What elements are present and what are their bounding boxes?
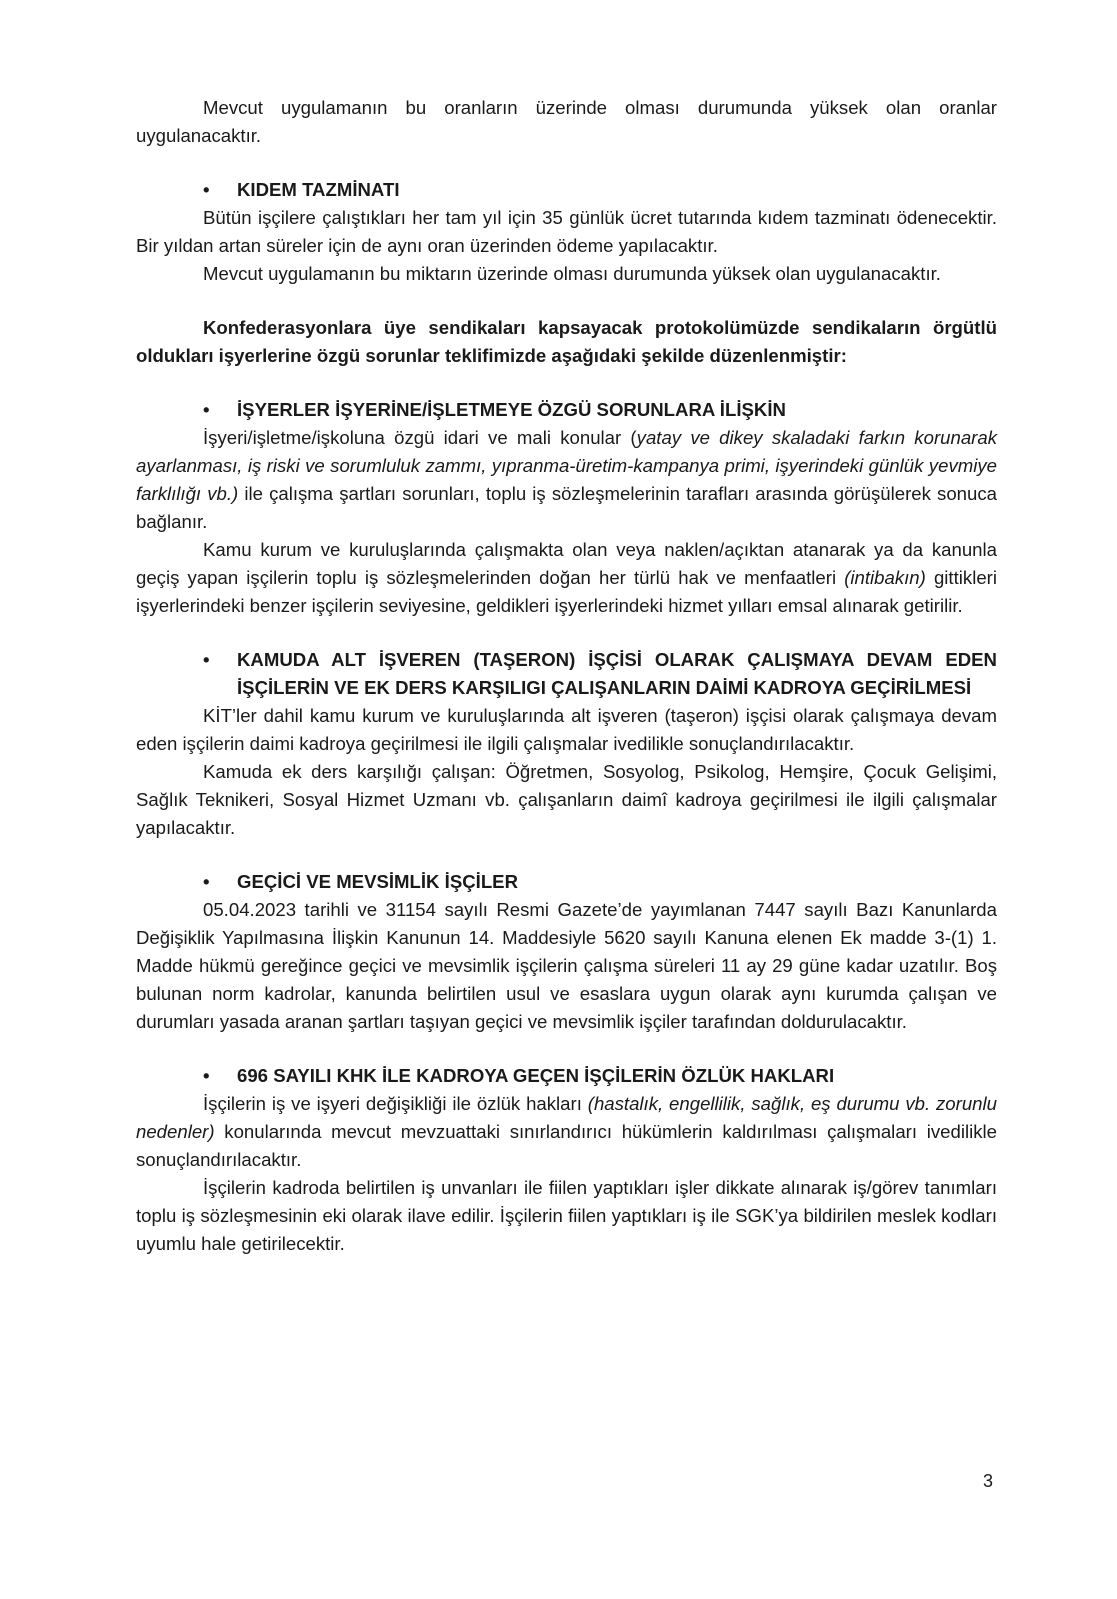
kidem-paragraph-2: Mevcut uygulamanın bu miktarın üzerinde olması durumunda yüksek olan uygulanacaktır. — [203, 263, 941, 284]
section-heading-khk — [203, 1062, 997, 1090]
bullet-icon: • — [203, 649, 210, 670]
section-heading-kidem — [203, 176, 997, 204]
text-segment: ile çalışma şartları sorunları, toplu iş sözleşmelerinin tarafları arasında görüşülerek sonuca bağlanır. — [136, 483, 997, 532]
italic-segment: (intibakın) — [844, 567, 926, 588]
bullet-icon: • — [203, 399, 210, 420]
heading-text: KAMUDA ALT İŞVEREN (TAŞERON) İŞÇİSİ OLARAK ÇALIŞMAYA DEVAM EDEN İŞÇİLERİN VE EK DERS KARŞILIGI ÇALIŞANLARIN DAİMİ KADROYA GEÇİRİLMESİ — [237, 649, 997, 698]
khk-paragraph-2: İşçilerin kadroda belirtilen iş unvanları ile fiilen yaptıkları işler dikkate alınarak iş/görev tanımları toplu iş sözleşmesinin eki olarak ilave edilir. İşçilerin fiilen yaptıkları iş ile SGK’ya bildirilen meslek kodları uyumlu hale getirilecektir. — [136, 1177, 997, 1254]
intro-paragraph: Mevcut uygulamanın bu oranların üzerinde olması durumunda yüksek olan oranlar uygulanacaktır. — [136, 97, 997, 146]
text-segment: İşyeri/işletme/işkoluna özgü idari ve mali konular ( — [203, 427, 637, 448]
page-number: 3 — [983, 1471, 994, 1491]
konfederasyon-paragraph: Konfederasyonlara üye sendikaları kapsayacak protokolümüzde sendikaların örgütlü oldukları işyerlerine özgü sorunlar teklifimizde aşağıdaki şekilde düzenlenmiştir: — [136, 317, 997, 366]
heading-text: 696 SAYILI KHK İLE KADROYA GEÇEN İŞÇİLERİN ÖZLÜK HAKLARI — [237, 1065, 835, 1086]
kidem-paragraph-1: Bütün işçilere çalıştıkları her tam yıl için 35 günlük ücret tutarında kıdem tazminatı ödenecektir. Bir yıldan artan süreler için de aynı oran üzerinden ödeme yapılacaktır. — [136, 207, 997, 256]
taseron-paragraph-1: KİT’ler dahil kamu kurum ve kuruluşlarında alt işveren (taşeron) işçisi olarak çalışmaya devam eden işçilerin daimi kadroya geçirilmesi ile ilgili çalışmalar ivedilikle sonuçlandırılacaktır. — [136, 705, 997, 754]
heading-text: GEÇİCİ VE MEVSİMLİK İŞÇİLER — [237, 871, 519, 892]
isyerleri-paragraph-1 — [136, 424, 997, 536]
section-heading-taseron — [203, 646, 997, 702]
italic-segment: yatay ve dikey skaladaki farkın korunarak ayarlanması, iş riski ve sorumluluk zammı, yıpranma-üretim-kampanya primi, işyerindeki günlük yevmiye farklılığı vb.) — [136, 427, 997, 504]
text-segment: konularında mevcut mevzuattaki sınırlandırıcı hükümlerin kaldırılması çalışmaları ivedilikle sonuçlandırılacaktır. — [136, 1121, 997, 1170]
text-segment: Kamu kurum ve kuruluşlarında çalışmakta olan veya naklen/açıktan atanarak ya da kanunla geçiş yapan işçilerin toplu iş sözleşmelerinden doğan her türlü hak ve menfaatleri — [136, 539, 997, 588]
section-heading-gecici — [203, 868, 997, 896]
bullet-icon: • — [203, 179, 210, 200]
text-segment: gittikleri işyerlerindeki benzer işçilerin seviyesine, geldikleri işyerlerindeki hizmet yılları emsal alınarak getirilir. — [136, 567, 997, 616]
bullet-icon: • — [203, 1065, 210, 1086]
document-page — [136, 94, 997, 1258]
text-segment: İşçilerin iş ve işyeri değişikliği ile özlük hakları — [203, 1093, 588, 1114]
khk-paragraph-1 — [136, 1090, 997, 1174]
italic-segment: (hastalık, engellilik, sağlık, eş durumu vb. zorunlu nedenler) — [136, 1093, 997, 1142]
taseron-paragraph-2: Kamuda ek ders karşılığı çalışan: Öğretmen, Sosyolog, Psikolog, Hemşire, Çocuk Gelişimi, Sağlık Teknikeri, Sosyal Hizmet Uzmanı vb. çalışanların daimî kadroya geçirilmesi ile ilgili çalışmalar yapılacaktır. — [136, 761, 997, 838]
bullet-icon: • — [203, 871, 210, 892]
gecici-paragraph-1: 05.04.2023 tarihli ve 31154 sayılı Resmi Gazete’de yayımlanan 7447 sayılı Bazı Kanunlarda Değişiklik Yapılmasına İlişkin Kanunun 14. Maddesiyle 5620 sayılı Kanuna elenen Ek madde 3-(1) 1. Madde hükmü gereğince geçici ve mevsimlik işçilerin çalışma süreleri 11 ay 29 güne kadar uzatılır. Boş bulunan norm kadrolar, kanunda belirtilen usul ve esaslara uygun olarak aynı kurumda çalışan ve durumları yasada aranan şartları taşıyan geçici ve mevsimlik işçiler tarafından doldurulacaktır. — [136, 899, 997, 1032]
section-heading-isyerleri — [203, 396, 997, 424]
isyerleri-paragraph-2 — [136, 536, 997, 620]
heading-text: KIDEM TAZMİNATI — [237, 179, 400, 200]
heading-text: İŞYERLER İŞYERİNE/İŞLETMEYE ÖZGÜ SORUNLARA İLİŞKİN — [237, 399, 786, 420]
